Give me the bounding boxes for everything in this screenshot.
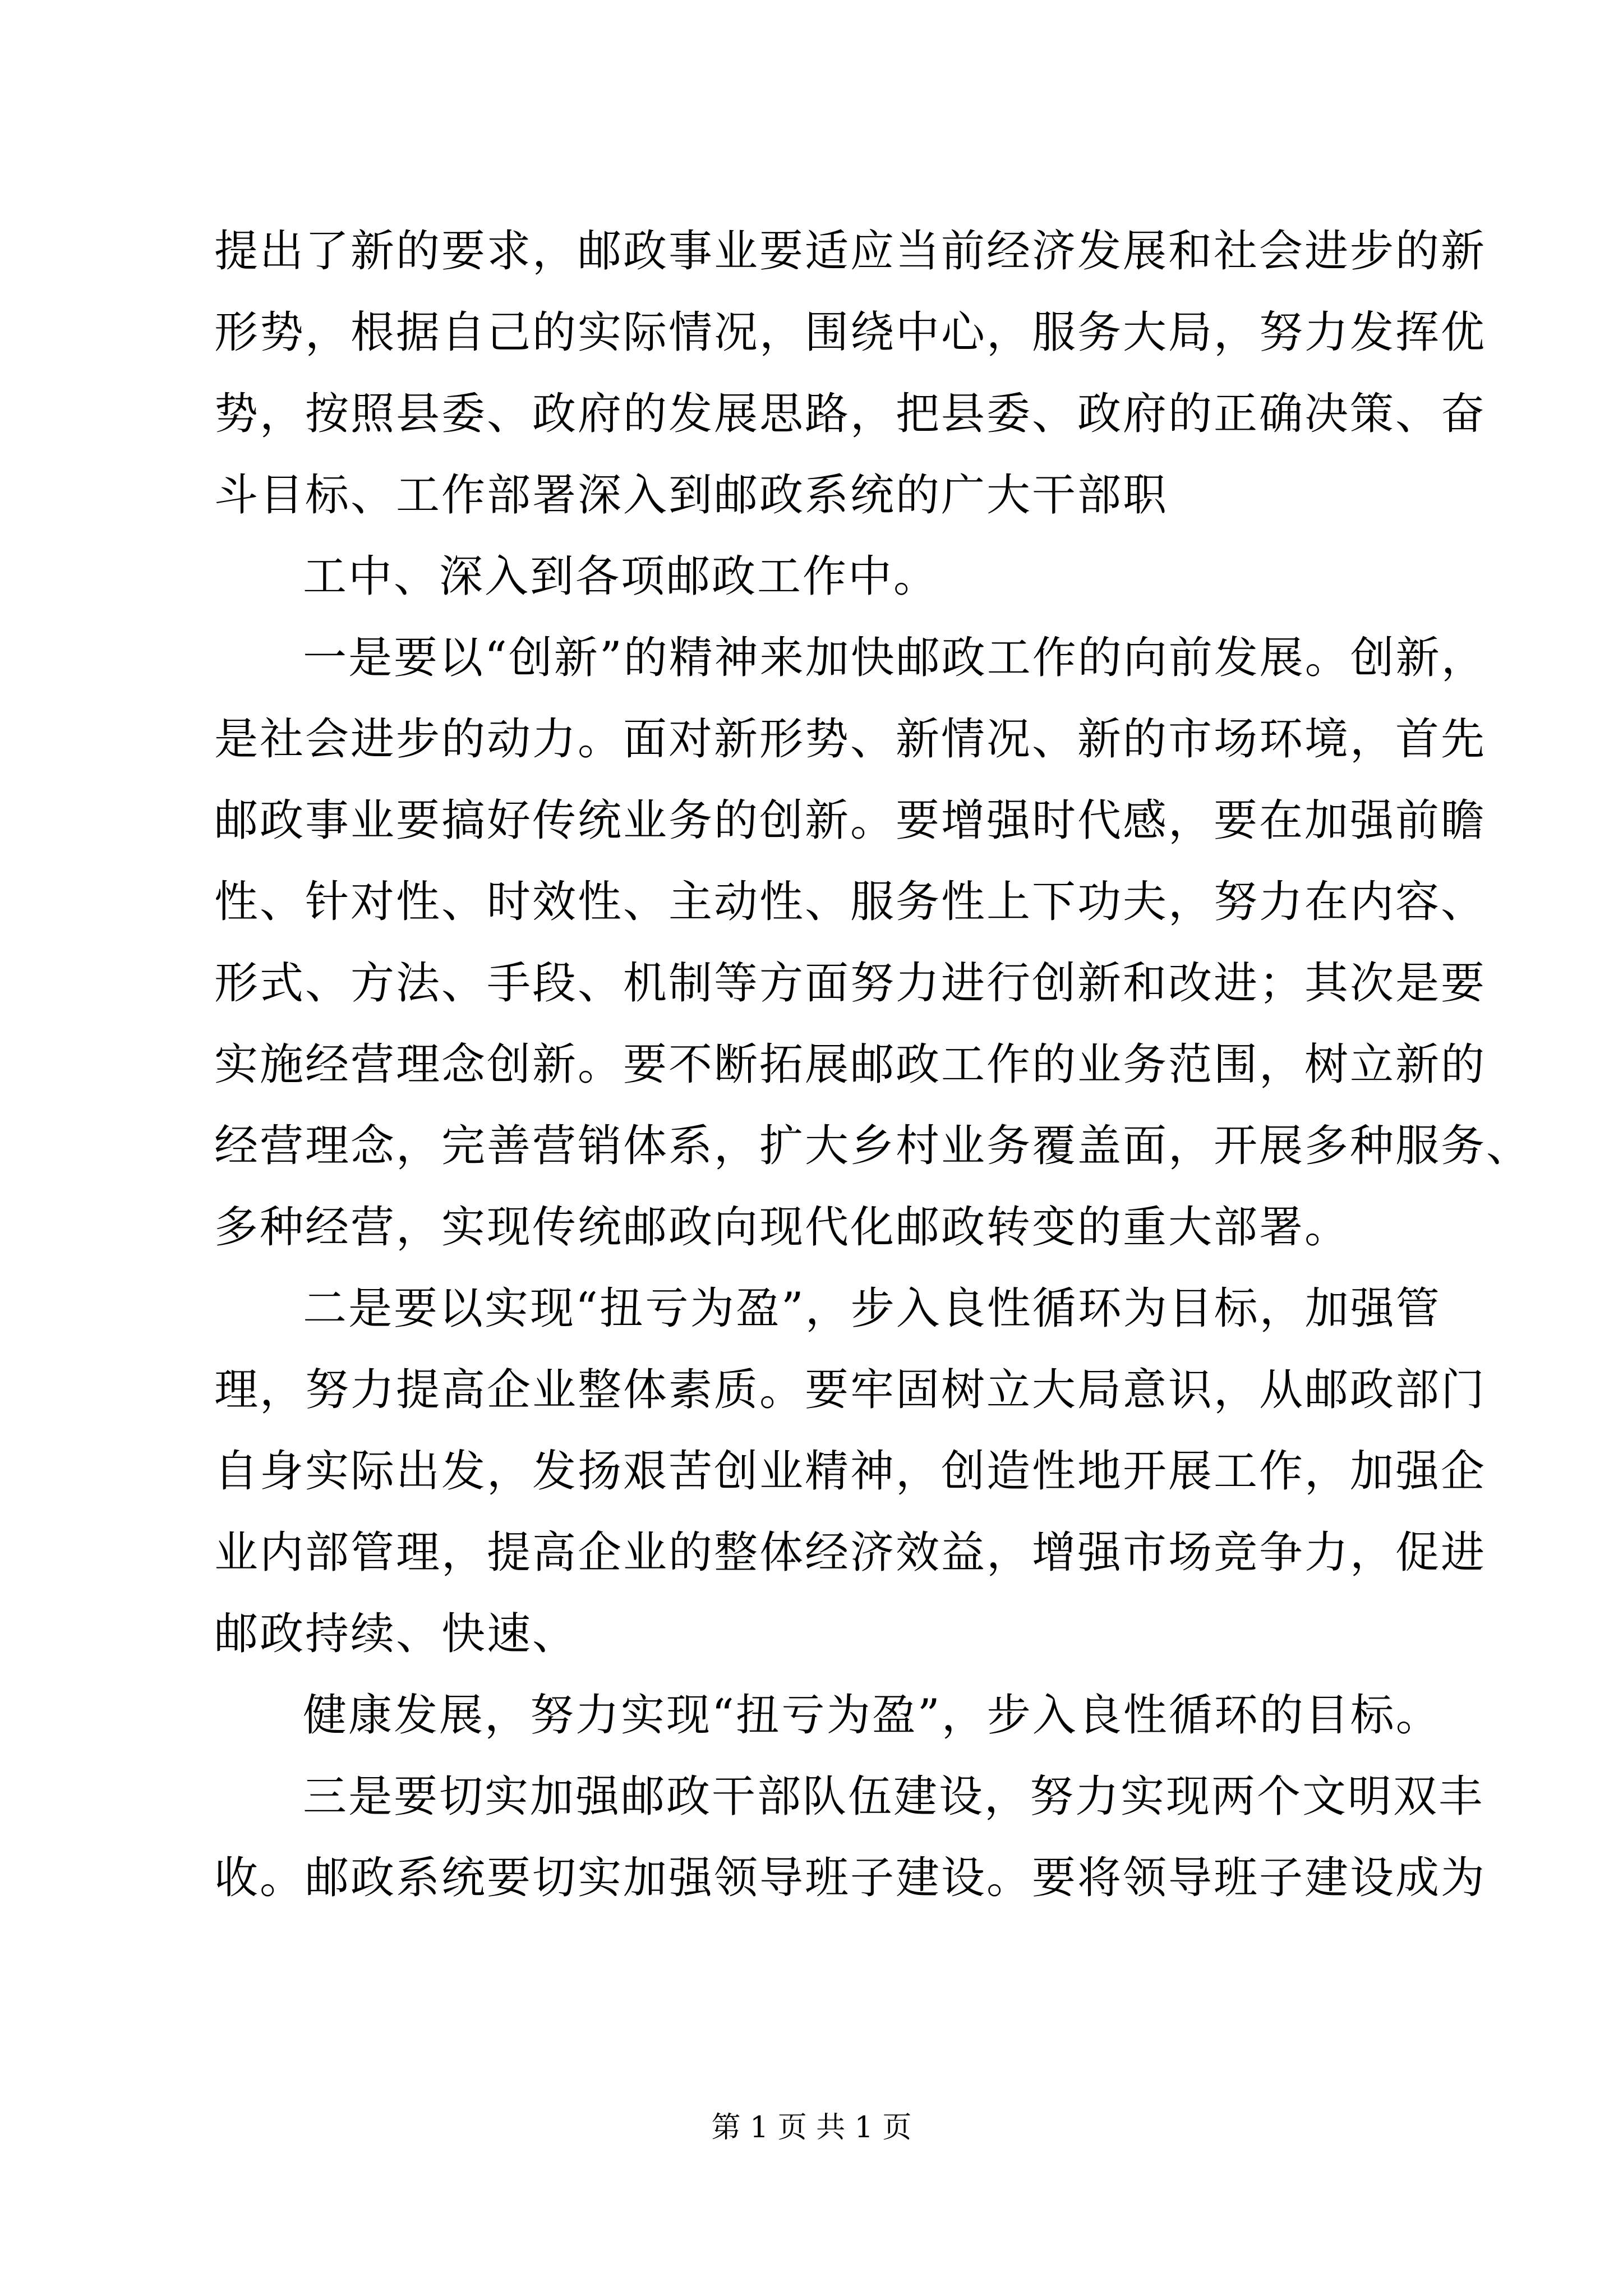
text-line: 自身实际出发，发扬艰苦创业精神，创造性地开展工作，加强企 — [214, 1446, 1487, 1497]
page-footer: 第 1 页 共 1 页 — [711, 2111, 912, 2145]
text-line: 理，努力提高企业整体素质。要牢固树立大局意识，从邮政部门 — [214, 1365, 1487, 1415]
text-line: 形式、方法、手段、机制等方面努力进行创新和改进；其次是要 — [214, 958, 1487, 1009]
text-line: 形势，根据自己的实际情况，围绕中心，服务大局，努力发挥优 — [214, 307, 1487, 358]
text-line: 势，按照县委、政府的发展思路，把县委、政府的正确决策、奋 — [214, 389, 1487, 439]
text-line: 二是要以实现“扭亏为盈”，步入良性循环为目标，加强管 — [303, 1283, 1441, 1334]
text-line: 实施经营理念创新。要不断拓展邮政工作的业务范围，树立新的 — [214, 1039, 1487, 1090]
text-line: 三是要切实加强邮政干部队伍建设，努力实现两个文明双丰 — [303, 1772, 1484, 1822]
text-line: 邮政事业要搞好传统业务的创新。要增强时代感，要在加强前瞻 — [214, 795, 1487, 846]
text-line: 多种经营，实现传统邮政向现代化邮政转变的重大部署。 — [214, 1202, 1350, 1253]
text-line: 收。邮政系统要切实加强领导班子建设。要将领导班子建设成为 — [214, 1853, 1487, 1903]
text-line: 提出了新的要求，邮政事业要适应当前经济发展和社会进步的新 — [214, 226, 1487, 277]
document-body — [214, 211, 1532, 1919]
text-line: 邮政持续、快速、 — [214, 1609, 578, 1659]
text-line: 经营理念，完善营销体系，扩大乡村业务覆盖面，开展多种服务、 — [214, 1121, 1532, 1171]
text-line: 性、针对性、时效性、主动性、服务性上下功夫，努力在内容、 — [214, 877, 1487, 927]
text-line: 业内部管理，提高企业的整体经济效益，增强市场竞争力，促进 — [214, 1527, 1487, 1578]
text-line: 工中、深入到各项邮政工作中。 — [303, 551, 939, 602]
text-line: 斗目标、工作部署深入到邮政系统的广大干部职 — [214, 470, 1169, 521]
text-line: 健康发展，努力实现“扭亏为盈”，步入良性循环的目标。 — [303, 1690, 1441, 1741]
text-line: 是社会进步的动力。面对新形势、新情况、新的市场环境，首先 — [214, 714, 1487, 765]
text-line: 一是要以“创新”的精神来加快邮政工作的向前发展。创新， — [303, 633, 1487, 683]
